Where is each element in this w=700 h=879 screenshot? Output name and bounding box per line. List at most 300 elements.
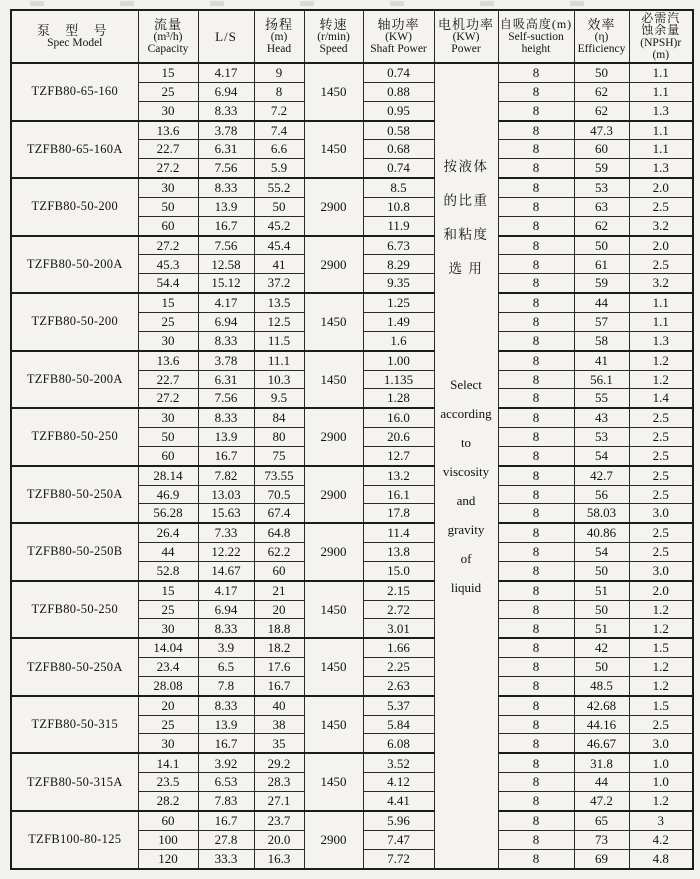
capacity-cell: 46.9 xyxy=(138,485,198,504)
ls-cell: 16.7 xyxy=(198,446,254,465)
shaft-power-cell: 20.6 xyxy=(363,428,434,447)
head-cell: 12.5 xyxy=(254,313,304,332)
capacity-cell: 50 xyxy=(138,428,198,447)
col-header-capacity: 流量 (m³/h) Capacity xyxy=(138,10,198,63)
efficiency-cell: 62 xyxy=(574,216,629,235)
efficiency-cell: 63 xyxy=(574,197,629,216)
capacity-cell: 30 xyxy=(138,331,198,350)
shaft-power-cell: 13.8 xyxy=(363,543,434,562)
suction-height-cell: 8 xyxy=(498,619,574,638)
model-cell: TZFB80-50-200A xyxy=(11,351,138,409)
capacity-cell: 54.4 xyxy=(138,274,198,293)
suction-height-cell: 8 xyxy=(498,600,574,619)
npsh-cell: 3 xyxy=(629,811,693,830)
npsh-cell: 1.3 xyxy=(629,159,693,178)
shaft-power-cell: 0.95 xyxy=(363,101,434,120)
npsh-cell: 3.0 xyxy=(629,734,693,753)
note-line-zh: 和粘度 xyxy=(443,227,489,242)
efficiency-cell: 42.7 xyxy=(574,466,629,485)
npsh-cell: 3.2 xyxy=(629,216,693,235)
efficiency-cell: 46.67 xyxy=(574,734,629,753)
suction-height-cell: 8 xyxy=(498,313,574,332)
note-line-en: viscosity xyxy=(442,464,490,479)
capacity-cell: 23.4 xyxy=(138,658,198,677)
npsh-cell: 1.1 xyxy=(629,82,693,101)
suction-height-cell: 8 xyxy=(498,830,574,849)
suction-height-cell: 8 xyxy=(498,82,574,101)
npsh-cell: 4.2 xyxy=(629,830,693,849)
capacity-cell: 30 xyxy=(138,178,198,197)
capacity-cell: 30 xyxy=(138,408,198,427)
capacity-cell: 25 xyxy=(138,600,198,619)
suction-height-cell: 8 xyxy=(498,389,574,408)
head-cell: 60 xyxy=(254,561,304,580)
shaft-power-cell: 0.74 xyxy=(363,159,434,178)
npsh-cell: 4.8 xyxy=(629,849,693,869)
suction-height-cell: 8 xyxy=(498,140,574,159)
efficiency-cell: 57 xyxy=(574,313,629,332)
efficiency-cell: 62 xyxy=(574,101,629,120)
note-line-en: and xyxy=(456,493,476,508)
shaft-power-cell: 13.2 xyxy=(363,466,434,485)
suction-height-cell: 8 xyxy=(498,792,574,811)
suction-height-cell: 8 xyxy=(498,408,574,427)
speed-cell: 2900 xyxy=(304,523,363,581)
col-header-speed: 转速 (r/min) Speed xyxy=(304,10,363,63)
capacity-cell: 14.04 xyxy=(138,638,198,657)
efficiency-cell: 44 xyxy=(574,773,629,792)
head-cell: 20 xyxy=(254,600,304,619)
capacity-cell: 60 xyxy=(138,446,198,465)
ls-cell: 8.33 xyxy=(198,696,254,715)
head-cell: 7.2 xyxy=(254,101,304,120)
head-cell: 8 xyxy=(254,82,304,101)
ls-cell: 7.82 xyxy=(198,466,254,485)
model-cell: TZFB80-50-250B xyxy=(11,523,138,581)
suction-height-cell: 8 xyxy=(498,773,574,792)
npsh-cell: 1.1 xyxy=(629,293,693,312)
capacity-cell: 27.2 xyxy=(138,236,198,255)
ls-cell: 14.67 xyxy=(198,561,254,580)
suction-height-cell: 8 xyxy=(498,658,574,677)
efficiency-cell: 65 xyxy=(574,811,629,830)
npsh-cell: 2.5 xyxy=(629,715,693,734)
speed-cell: 1450 xyxy=(304,581,363,639)
capacity-cell: 30 xyxy=(138,734,198,753)
npsh-cell: 1.5 xyxy=(629,696,693,715)
capacity-cell: 13.6 xyxy=(138,121,198,140)
note-line-zh: 按液体 xyxy=(443,159,489,174)
shaft-power-cell: 4.41 xyxy=(363,792,434,811)
head-cell: 5.9 xyxy=(254,159,304,178)
shaft-power-cell: 17.8 xyxy=(363,504,434,523)
suction-height-cell: 8 xyxy=(498,351,574,370)
table-row xyxy=(11,408,693,427)
scan-artifacts xyxy=(30,1,630,6)
shaft-power-cell: 5.84 xyxy=(363,715,434,734)
npsh-cell: 3.2 xyxy=(629,274,693,293)
npsh-cell: 1.2 xyxy=(629,351,693,370)
speed-cell: 2900 xyxy=(304,408,363,466)
suction-height-cell: 8 xyxy=(498,715,574,734)
npsh-cell: 1.3 xyxy=(629,331,693,350)
model-cell: TZFB80-50-200 xyxy=(11,293,138,351)
capacity-cell: 26.4 xyxy=(138,523,198,542)
npsh-cell: 1.1 xyxy=(629,313,693,332)
ls-cell: 3.78 xyxy=(198,121,254,140)
head-cell: 21 xyxy=(254,581,304,600)
npsh-cell: 2.5 xyxy=(629,466,693,485)
suction-height-cell: 8 xyxy=(498,370,574,389)
ls-cell: 6.53 xyxy=(198,773,254,792)
efficiency-cell: 50 xyxy=(574,600,629,619)
capacity-cell: 30 xyxy=(138,619,198,638)
pump-spec-table xyxy=(10,9,694,870)
capacity-cell: 15 xyxy=(138,581,198,600)
shaft-power-cell: 1.28 xyxy=(363,389,434,408)
head-cell: 73.55 xyxy=(254,466,304,485)
ls-cell: 7.56 xyxy=(198,236,254,255)
shaft-power-cell: 1.6 xyxy=(363,331,434,350)
head-cell: 37.2 xyxy=(254,274,304,293)
efficiency-cell: 56 xyxy=(574,485,629,504)
shaft-power-cell: 15.0 xyxy=(363,561,434,580)
npsh-cell: 2.0 xyxy=(629,236,693,255)
model-cell: TZFB80-50-200A xyxy=(11,236,138,294)
npsh-cell: 1.2 xyxy=(629,370,693,389)
suction-height-cell: 8 xyxy=(498,428,574,447)
npsh-cell: 1.5 xyxy=(629,638,693,657)
head-cell: 38 xyxy=(254,715,304,734)
head-cell: 35 xyxy=(254,734,304,753)
efficiency-cell: 51 xyxy=(574,581,629,600)
shaft-power-cell: 7.72 xyxy=(363,849,434,869)
ls-cell: 3.9 xyxy=(198,638,254,657)
note-line-en: to xyxy=(460,435,472,450)
col-header-efficiency: 效率 (η) Efficiency xyxy=(574,10,629,63)
efficiency-cell: 44.16 xyxy=(574,715,629,734)
speed-cell: 2900 xyxy=(304,236,363,294)
head-cell: 64.8 xyxy=(254,523,304,542)
suction-height-cell: 8 xyxy=(498,543,574,562)
table-row xyxy=(11,63,693,82)
efficiency-cell: 47.3 xyxy=(574,121,629,140)
head-cell: 9 xyxy=(254,63,304,82)
table-row xyxy=(11,121,693,140)
shaft-power-cell: 8.5 xyxy=(363,178,434,197)
ls-cell: 16.7 xyxy=(198,734,254,753)
ls-cell: 6.31 xyxy=(198,140,254,159)
capacity-cell: 60 xyxy=(138,216,198,235)
ls-cell: 16.7 xyxy=(198,216,254,235)
speed-cell: 2900 xyxy=(304,178,363,236)
capacity-cell: 22.7 xyxy=(138,140,198,159)
ls-cell: 27.8 xyxy=(198,830,254,849)
head-cell: 27.1 xyxy=(254,792,304,811)
suction-height-cell: 8 xyxy=(498,561,574,580)
shaft-power-cell: 4.12 xyxy=(363,773,434,792)
shaft-power-cell: 1.49 xyxy=(363,313,434,332)
speed-cell: 1450 xyxy=(304,638,363,696)
efficiency-cell: 58 xyxy=(574,331,629,350)
ls-cell: 15.63 xyxy=(198,504,254,523)
suction-height-cell: 8 xyxy=(498,446,574,465)
ls-cell: 7.56 xyxy=(198,389,254,408)
ls-cell: 7.8 xyxy=(198,676,254,695)
capacity-cell: 13.6 xyxy=(138,351,198,370)
ls-cell: 7.83 xyxy=(198,792,254,811)
table-row xyxy=(11,178,693,197)
efficiency-cell: 44 xyxy=(574,293,629,312)
motor-power-note xyxy=(435,64,498,610)
efficiency-cell: 53 xyxy=(574,428,629,447)
speed-cell: 1450 xyxy=(304,696,363,754)
efficiency-cell: 50 xyxy=(574,561,629,580)
suction-height-cell: 8 xyxy=(498,63,574,82)
efficiency-cell: 55 xyxy=(574,389,629,408)
head-cell: 17.6 xyxy=(254,658,304,677)
efficiency-cell: 50 xyxy=(574,236,629,255)
col-header-model xyxy=(11,10,138,63)
table-row xyxy=(11,293,693,312)
npsh-cell: 2.5 xyxy=(629,197,693,216)
npsh-cell: 1.2 xyxy=(629,658,693,677)
model-cell: TZFB80-50-315A xyxy=(11,753,138,811)
table-row xyxy=(11,811,693,830)
note-line-en: of xyxy=(460,551,472,566)
ls-cell: 3.92 xyxy=(198,753,254,772)
npsh-cell: 1.2 xyxy=(629,600,693,619)
note-line-en: according xyxy=(440,406,492,421)
suction-height-cell: 8 xyxy=(498,197,574,216)
shaft-power-cell: 9.35 xyxy=(363,274,434,293)
model-cell: TZFB80-50-250 xyxy=(11,581,138,639)
head-cell: 28.3 xyxy=(254,773,304,792)
shaft-power-cell: 6.08 xyxy=(363,734,434,753)
npsh-cell: 2.5 xyxy=(629,446,693,465)
col-header-shaft-power: 轴功率 (KW) Shaft Power xyxy=(363,10,434,63)
shaft-power-cell: 2.15 xyxy=(363,581,434,600)
head-cell: 18.2 xyxy=(254,638,304,657)
capacity-cell: 23.5 xyxy=(138,773,198,792)
col-header-self-suction: 自吸高度(m) Self-suction height xyxy=(498,10,574,63)
npsh-cell: 1.3 xyxy=(629,101,693,120)
capacity-cell: 100 xyxy=(138,830,198,849)
efficiency-cell: 69 xyxy=(574,849,629,869)
suction-height-cell: 8 xyxy=(498,331,574,350)
efficiency-cell: 48.5 xyxy=(574,676,629,695)
suction-height-cell: 8 xyxy=(498,734,574,753)
speed-cell: 1450 xyxy=(304,753,363,811)
shaft-power-cell: 7.47 xyxy=(363,830,434,849)
table-row xyxy=(11,466,693,485)
capacity-cell: 60 xyxy=(138,811,198,830)
head-cell: 45.2 xyxy=(254,216,304,235)
shaft-power-cell: 2.25 xyxy=(363,658,434,677)
efficiency-cell: 31.8 xyxy=(574,753,629,772)
suction-height-cell: 8 xyxy=(498,753,574,772)
note-line-zh: 选 用 xyxy=(448,261,484,276)
head-cell: 9.5 xyxy=(254,389,304,408)
capacity-cell: 14.1 xyxy=(138,753,198,772)
head-cell: 7.4 xyxy=(254,121,304,140)
head-cell: 62.2 xyxy=(254,543,304,562)
shaft-power-cell: 5.37 xyxy=(363,696,434,715)
note-line-en: Select xyxy=(450,377,482,392)
shaft-power-cell: 1.135 xyxy=(363,370,434,389)
ls-cell: 4.17 xyxy=(198,63,254,82)
table-row xyxy=(11,753,693,772)
shaft-power-cell: 10.8 xyxy=(363,197,434,216)
npsh-cell: 1.1 xyxy=(629,140,693,159)
suction-height-cell: 8 xyxy=(498,236,574,255)
shaft-power-cell: 3.52 xyxy=(363,753,434,772)
efficiency-cell: 41 xyxy=(574,351,629,370)
efficiency-cell: 58.03 xyxy=(574,504,629,523)
speed-cell: 2900 xyxy=(304,811,363,869)
capacity-cell: 25 xyxy=(138,82,198,101)
capacity-cell: 28.14 xyxy=(138,466,198,485)
table-body xyxy=(11,63,693,869)
suction-height-cell: 8 xyxy=(498,638,574,657)
efficiency-cell: 59 xyxy=(574,274,629,293)
ls-cell: 6.5 xyxy=(198,658,254,677)
efficiency-cell: 61 xyxy=(574,255,629,274)
col-header-motor-power: 电机功率 (KW) Power xyxy=(434,10,498,63)
shaft-power-cell: 2.72 xyxy=(363,600,434,619)
ls-cell: 8.33 xyxy=(198,178,254,197)
model-cell: TZFB80-65-160A xyxy=(11,121,138,179)
capacity-cell: 50 xyxy=(138,197,198,216)
col-header-model-zh: 泵 型 号 xyxy=(36,22,113,38)
capacity-cell: 44 xyxy=(138,543,198,562)
suction-height-cell: 8 xyxy=(498,676,574,695)
ls-cell: 7.33 xyxy=(198,523,254,542)
shaft-power-cell: 8.29 xyxy=(363,255,434,274)
shaft-power-cell: 0.68 xyxy=(363,140,434,159)
head-cell: 70.5 xyxy=(254,485,304,504)
npsh-cell: 2.5 xyxy=(629,408,693,427)
head-cell: 41 xyxy=(254,255,304,274)
head-cell: 20.0 xyxy=(254,830,304,849)
capacity-cell: 28.2 xyxy=(138,792,198,811)
ls-cell: 15.12 xyxy=(198,274,254,293)
shaft-power-cell: 1.00 xyxy=(363,351,434,370)
ls-cell: 13.03 xyxy=(198,485,254,504)
speed-cell: 1450 xyxy=(304,63,363,121)
head-cell: 84 xyxy=(254,408,304,427)
capacity-cell: 25 xyxy=(138,313,198,332)
efficiency-cell: 54 xyxy=(574,446,629,465)
shaft-power-cell: 16.0 xyxy=(363,408,434,427)
shaft-power-cell: 12.7 xyxy=(363,446,434,465)
npsh-cell: 2.5 xyxy=(629,543,693,562)
suction-height-cell: 8 xyxy=(498,178,574,197)
ls-cell: 8.33 xyxy=(198,101,254,120)
head-cell: 75 xyxy=(254,446,304,465)
efficiency-cell: 42.68 xyxy=(574,696,629,715)
ls-cell: 16.7 xyxy=(198,811,254,830)
efficiency-cell: 56.1 xyxy=(574,370,629,389)
note-line-en: gravity xyxy=(447,522,485,537)
table-row xyxy=(11,523,693,542)
suction-height-cell: 8 xyxy=(498,811,574,830)
efficiency-cell: 60 xyxy=(574,140,629,159)
ls-cell: 7.56 xyxy=(198,159,254,178)
speed-cell: 2900 xyxy=(304,466,363,524)
model-cell: TZFB80-50-315 xyxy=(11,696,138,754)
suction-height-cell: 8 xyxy=(498,216,574,235)
efficiency-cell: 47.2 xyxy=(574,792,629,811)
motor-power-note-cell xyxy=(434,63,498,869)
npsh-cell: 3.0 xyxy=(629,561,693,580)
shaft-power-cell: 5.96 xyxy=(363,811,434,830)
model-cell: TZFB80-65-160 xyxy=(11,63,138,121)
capacity-cell: 25 xyxy=(138,715,198,734)
npsh-cell: 2.5 xyxy=(629,523,693,542)
model-cell: TZFB80-50-250A xyxy=(11,638,138,696)
head-cell: 18.8 xyxy=(254,619,304,638)
npsh-cell: 1.2 xyxy=(629,676,693,695)
shaft-power-cell: 11.9 xyxy=(363,216,434,235)
efficiency-cell: 62 xyxy=(574,82,629,101)
head-cell: 6.6 xyxy=(254,140,304,159)
npsh-cell: 1.0 xyxy=(629,753,693,772)
ls-cell: 12.58 xyxy=(198,255,254,274)
capacity-cell: 15 xyxy=(138,293,198,312)
efficiency-cell: 53 xyxy=(574,178,629,197)
head-cell: 45.4 xyxy=(254,236,304,255)
speed-cell: 1450 xyxy=(304,121,363,179)
suction-height-cell: 8 xyxy=(498,101,574,120)
model-cell: TZFB80-50-250A xyxy=(11,466,138,524)
head-cell: 40 xyxy=(254,696,304,715)
ls-cell: 6.94 xyxy=(198,313,254,332)
efficiency-cell: 54 xyxy=(574,543,629,562)
suction-height-cell: 8 xyxy=(498,466,574,485)
speed-cell: 1450 xyxy=(304,293,363,351)
suction-height-cell: 8 xyxy=(498,504,574,523)
head-cell: 29.2 xyxy=(254,753,304,772)
head-cell: 11.5 xyxy=(254,331,304,350)
speed-cell: 1450 xyxy=(304,351,363,409)
table-row xyxy=(11,696,693,715)
capacity-cell: 52.8 xyxy=(138,561,198,580)
header-row xyxy=(11,10,693,63)
ls-cell: 12.22 xyxy=(198,543,254,562)
head-cell: 80 xyxy=(254,428,304,447)
suction-height-cell: 8 xyxy=(498,696,574,715)
efficiency-cell: 59 xyxy=(574,159,629,178)
suction-height-cell: 8 xyxy=(498,581,574,600)
head-cell: 10.3 xyxy=(254,370,304,389)
head-cell: 50 xyxy=(254,197,304,216)
ls-cell: 13.9 xyxy=(198,428,254,447)
shaft-power-cell: 0.58 xyxy=(363,121,434,140)
head-cell: 67.4 xyxy=(254,504,304,523)
table-row xyxy=(11,638,693,657)
capacity-cell: 15 xyxy=(138,63,198,82)
ls-cell: 3.78 xyxy=(198,351,254,370)
capacity-cell: 27.2 xyxy=(138,389,198,408)
col-header-model-en: Spec Model xyxy=(47,37,103,50)
efficiency-cell: 50 xyxy=(574,63,629,82)
shaft-power-cell: 6.73 xyxy=(363,236,434,255)
npsh-cell: 3.0 xyxy=(629,504,693,523)
npsh-cell: 1.0 xyxy=(629,773,693,792)
capacity-cell: 56.28 xyxy=(138,504,198,523)
col-header-head: 扬程 (m) Head xyxy=(254,10,304,63)
